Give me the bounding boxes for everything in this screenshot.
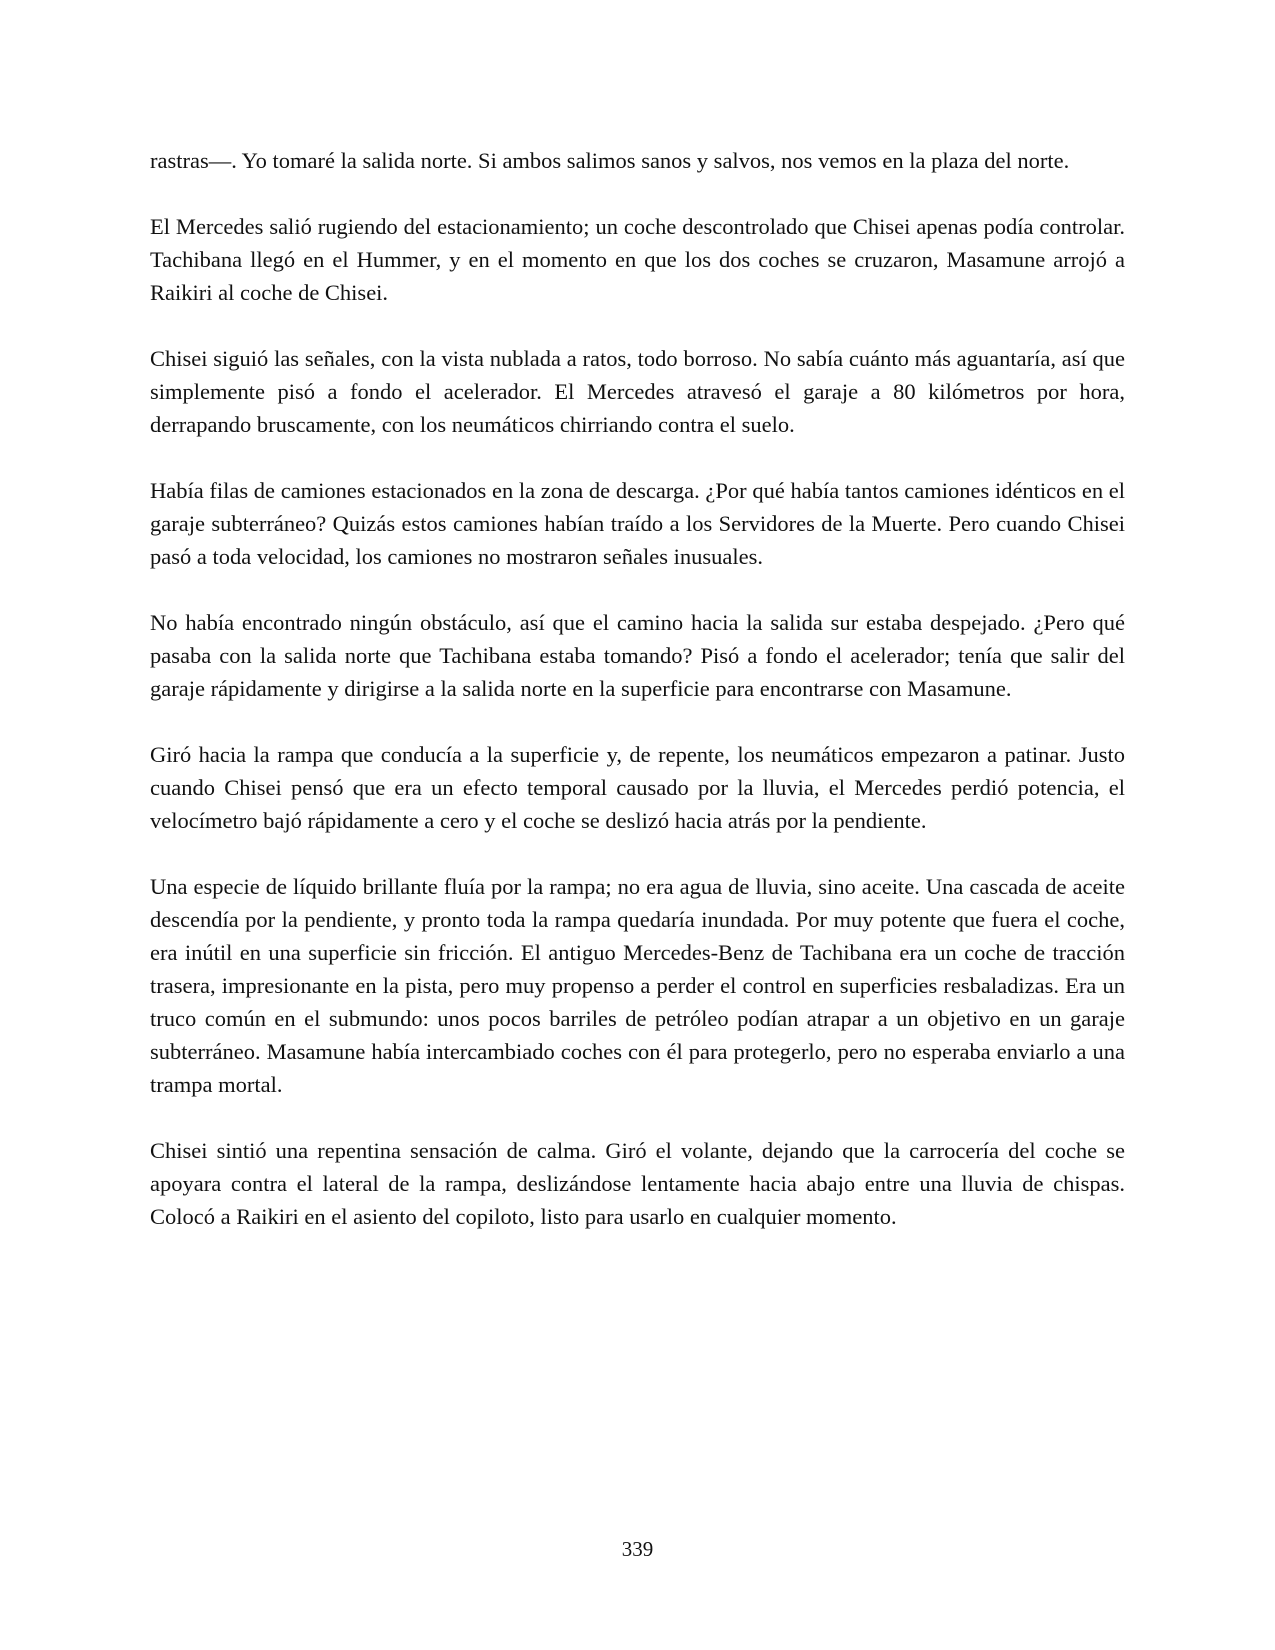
paragraph-1: rastras—. Yo tomaré la salida norte. Si ambos salimos sanos y salvos, nos vemos en la plaza del norte. [150,148,1070,173]
paragraph-7: Una especie de líquido brillante fluía por la rampa; no era agua de lluvia, sino aceite. Una cascada de aceite descendía por la pendiente, y pronto toda la rampa quedaría inundada. Por muy potente que fuera el coche, era inútil en una superficie sin fricción. El antiguo Mercedes-Benz de Tachibana era un coche de tracción trasera, impresionante en la pista, pero muy propenso a perder el control en superficies resbaladizas. Era un truco común en el submundo: unos pocos barriles de petróleo podían atrapar a un objetivo en un garaje subterráneo. Masamune había intercambiado coches con él para protegerlo, pero no esperaba enviarlo a una trampa mortal. [150,874,1125,1097]
paragraph-6: Giró hacia la rampa que conducía a la superficie y, de repente, los neumáticos empezaron a patinar. Justo cuando Chisei pensó que era un efecto temporal causado por la lluvia, el Mercedes perdió potencia, el velocímetro bajó rápidamente a cero y el coche se deslizó hacia atrás por la pendiente. [150,742,1125,833]
body-text [150,144,1125,1266]
paragraph-3: Chisei siguió las señales, con la vista nublada a ratos, todo borroso. No sabía cuánto más aguantaría, así que simplemente pisó a fondo el acelerador. El Mercedes atravesó el garaje a 80 kilómetros por hora, derrapando bruscamente, con los neumáticos chirriando contra el suelo. [150,346,1125,437]
paragraph-5: No había encontrado ningún obstáculo, así que el camino hacia la salida sur estaba despejado. ¿Pero qué pasaba con la salida norte que Tachibana estaba tomando? Pisó a fondo el acelerador; tenía que salir del garaje rápidamente y dirigirse a la salida norte en la superficie para encontrarse con Masamune. [150,610,1125,701]
paragraph-8: Chisei sintió una repentina sensación de calma. Giró el volante, dejando que la carrocería del coche se apoyara contra el lateral de la rampa, deslizándose lentamente hacia abajo entre una lluvia de chispas. Colocó a Raikiri en el asiento del copiloto, listo para usarlo en cualquier momento. [150,1138,1125,1229]
paragraph-2: El Mercedes salió rugiendo del estacionamiento; un coche descontrolado que Chisei apenas podía controlar. Tachibana llegó en el Hummer, y en el momento en que los dos coches se cruzaron, Masamune arrojó a Raikiri al coche de Chisei. [150,214,1125,305]
page-number: 339 [621,1537,654,1561]
paragraph-4: Había filas de camiones estacionados en la zona de descarga. ¿Por qué había tantos camiones idénticos en el garaje subterráneo? Quizás estos camiones habían traído a los Servidores de la Muerte. Pero cuando Chisei pasó a toda velocidad, los camiones no mostraron señales inusuales. [150,478,1125,569]
